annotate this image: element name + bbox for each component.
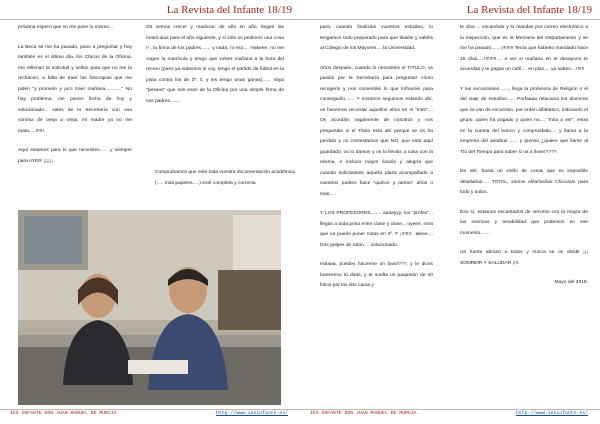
header-title: La Revista del Infante 18/19 bbox=[166, 4, 292, 16]
paragraph: próxima espero que no me pase lo mismo... bbox=[18, 25, 114, 30]
paragraph: Aquí estamos para lo que necesites...... y siempre para AYER ¡¡¡¡¡¡ bbox=[18, 148, 132, 164]
paragraph: Un fuerte abrazo a todos y nunca se os olvide ¡¡¡ SONREIR Y SALUDAR ¡!!!. bbox=[460, 250, 588, 266]
footer-divider bbox=[300, 409, 600, 410]
paragraph: Os vemos crecer y madurar; de año en año, llegan las matrículas para el año siguiente, y si sólo os pedimos una cosa !! , la firma de los padres....... y nada, ni eso.... Hakeee, no me cogen la matrícula y tengo que volver mañana a la hora del recreo (pues ya sabemos si voy, tengo el partido de fútbol en la pista contra los de 3º. C y les tengo unas ganas)...... Vaya "pesaos" que son esos de la Oficina por una simple firma de mis padres........ bbox=[146, 25, 284, 104]
office-photo bbox=[18, 210, 281, 405]
paragraph: Y las excursiones......., llega la profesora de Religión o el del viaje de estudios...... Porfaaaa relaciona los alumnos que se van de excursión, por orden alfabético, indicando el grupo, quien ha pagado y quien no.... "mira a ver", entra en la cuenta del banco y compruébalo.... y llama a la empresa del autobús ...... y pienso ¿quiere que llame al Tío del Tiempo para saber si va a llover????. bbox=[460, 86, 588, 155]
footer-website-link[interactable]: http://www.iesinfante.es/ bbox=[216, 411, 288, 416]
footer-website-link[interactable]: http://www.iesinfante.es/ bbox=[516, 411, 588, 416]
highlight-text: Comprobamos que esté toda vuestra documentación académica (..... más papeles.....) esté completa y correcta bbox=[155, 170, 296, 186]
paragraph: La Beca se me ha pasado, paso a preguntar y hoy también es el último día, los Chicos de la Oficina, me rellenan la solicitud y sellan para que no me la rechacen, a falta de traer las fotocopias que me piden "y prometo y juro traer mañana............" No hay problema, me ponen fecha de hoy y solucionado... sales de la Secretaría con una sonrisa de oreja a oreja, mi madre ya no me mata.....!!!!!!. bbox=[18, 44, 132, 134]
paragraph: te dice.... escanéalo y lo mandas por correo electrónico a la inspección, que es la Memoria del Departamento y se me ha pasado...... ¡!!!!!!!! Tenía que haberlo mandado hace 15 días.....!!!!!!!!!.... a ver si mañana en el desayuno te acuerdas y te pagas un café.... en plan.... ya sabes....!!!!!! bbox=[460, 25, 588, 72]
footer-school-name: IES INFANTE DON JUAN MANUEL DE MURCIA bbox=[10, 411, 117, 416]
paragraph: Holaaa, puedes hacerme un favor???, y le dices bueeeeno tú dirás, y te suelta un paquetón de 40 folios por las dos caras y bbox=[320, 262, 433, 288]
header-title: La Revista del Infante 18/19 bbox=[466, 4, 592, 16]
footer-divider bbox=[0, 409, 300, 410]
left-page-column-1 bbox=[18, 23, 132, 176]
paragraph: Eso sí, estamos encantados de serviros con la mayor de las sonrisas y amabilidad que podemos en ese momento....... bbox=[460, 209, 588, 236]
header-divider bbox=[0, 19, 300, 20]
header-divider bbox=[300, 19, 600, 20]
date-line: Mayo del 2019. bbox=[554, 280, 588, 285]
paragraph: Años después, cuando lo necesitéis el TÍTULO, os pasáis por la Secretaría para preguntar cómo recogerlo y nos comentáis lo que lo/hacéis para conseguirlo....... Y nosotros seguimos estando ahí, os hacemos recordar aquellos años en el "Insti".... Os acordáis vagamente de nosotros y nos preguntáis si el Título está ahí porque se os ha perdido y os contestamos que NO, que está aquí guardado, os lo damos y os lo lleváis a casa con la misma, e incluso mayor ilusión y alegría que cuando solicitasteis aquella plaza acompañado a vuestros padres hace "quince y tantos" años o más..... bbox=[320, 65, 433, 197]
paragraph: De ahí, hasta un sinfín de cosas que es imposible detallarlas..... TOTAL, somos el/la/los/las Chico/a/s para todo y todos. bbox=[460, 169, 588, 195]
paragraph: Y LOS PROFESORES........ aaaayyy, los "profes"... llegan a toda prisa entre clase y clase... oyeee, mira que no puedo poner notas en 4º. F ¡!!!!!!!.. aleee.... Dos golpes de ratón.... solucionado. bbox=[320, 211, 433, 248]
photo-illustration bbox=[18, 210, 281, 405]
right-page bbox=[300, 0, 600, 424]
right-page-column-2 bbox=[460, 23, 588, 298]
right-page-column-1 bbox=[320, 23, 433, 301]
footer-school-name: IES INFANTE DON JUAN MANUEL DE MURCIA bbox=[310, 411, 417, 416]
left-page-column-2 bbox=[146, 23, 284, 116]
paragraph: para, cuando finalizáis vuestros estudios, lo tengamos todo preparado para que tituléis y saltéis al Colegio de los Mayores.....la Universidad. bbox=[320, 25, 433, 51]
